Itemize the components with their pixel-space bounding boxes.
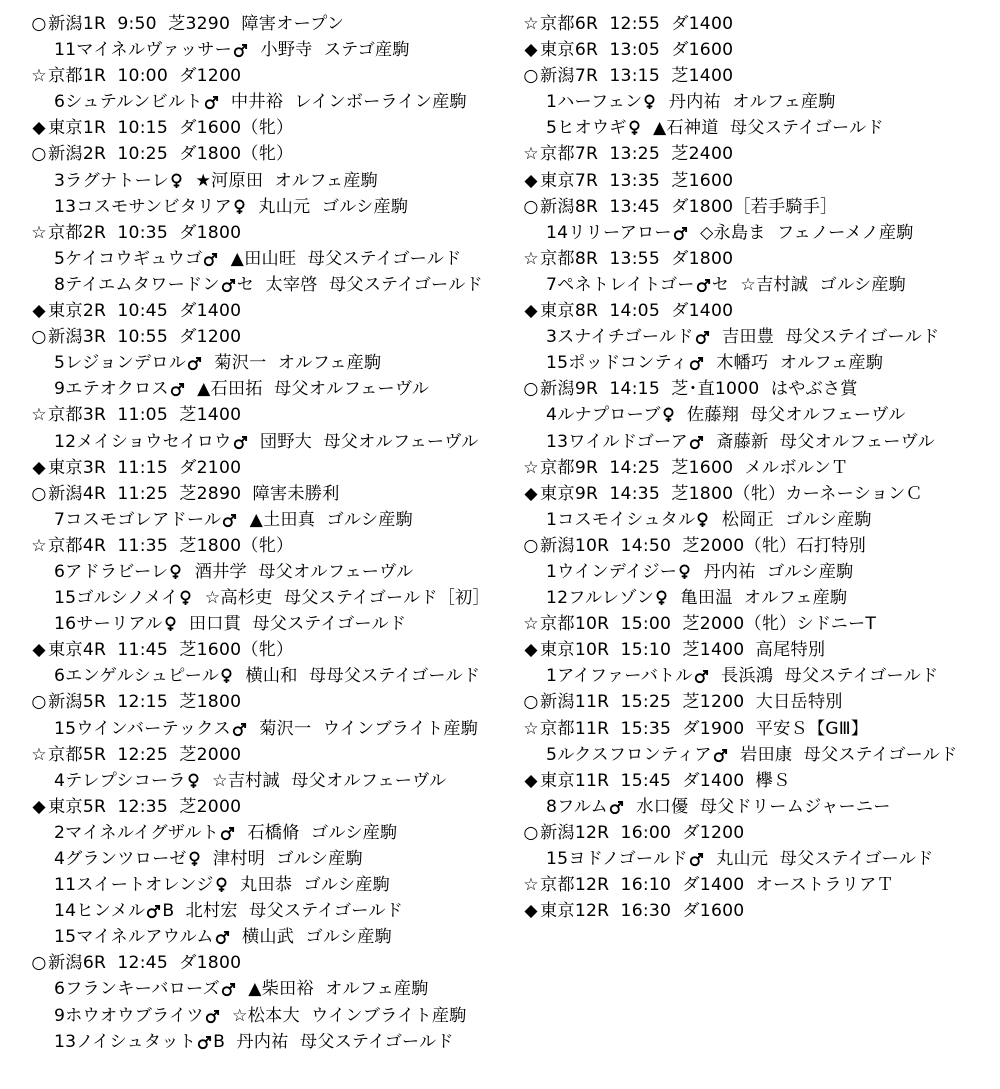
horse-name: 1ハーフェン [546, 92, 643, 113]
venue-symbol: ○ [523, 822, 539, 843]
race-info: 京都7R 13:25 芝2400 [540, 144, 734, 165]
race-info: 京都11R 15:35 ダ1900 平安Ｓ【GⅢ】 [540, 718, 869, 739]
horse-entry [522, 794, 992, 820]
venue-symbol: ☆ [523, 144, 539, 165]
female-symbol-icon [188, 851, 201, 867]
race-info: 京都3R 11:05 芝1400 [48, 405, 242, 426]
horse-entry [30, 376, 500, 402]
horse-entry [522, 585, 992, 611]
male-symbol-icon [197, 1035, 212, 1050]
horse-entry [30, 1003, 500, 1029]
female-symbol-icon [169, 564, 182, 580]
male-symbol-icon [233, 43, 248, 58]
race-info: 新潟3R 10:55 ダ1200 [48, 327, 242, 348]
venue-symbol: ◆ [524, 170, 538, 191]
horse-entry [30, 37, 500, 63]
race-header [30, 794, 500, 820]
horse-name: 4テレプシコーラ [54, 770, 186, 791]
horse-name: 15ウインバーテックス [54, 718, 231, 739]
horse-name: 8テイエムタワードン [54, 274, 220, 295]
venue-symbol: ☆ [31, 66, 47, 87]
race-info: 京都5R 12:25 芝2000 [48, 744, 242, 765]
female-symbol-icon [678, 564, 691, 580]
race-header [30, 637, 500, 663]
horse-details: ◇永島ま フェノーメノ産駒 [688, 222, 914, 243]
race-header [30, 324, 500, 350]
horse-entry [30, 168, 500, 194]
race-header [522, 768, 992, 794]
horse-details: 酒井学 母父オルフェーヴル [183, 561, 414, 582]
venue-symbol: ◆ [524, 483, 538, 504]
horse-entry [30, 89, 500, 115]
right-column [522, 11, 992, 924]
male-symbol-icon [205, 1009, 220, 1024]
male-symbol-icon [187, 356, 202, 371]
horse-name: 4ルナプローブ [546, 405, 661, 426]
race-info: 京都4R 11:35 芝1800（牝） [48, 535, 294, 556]
horse-name: 14ヒンメル [54, 901, 146, 922]
female-symbol-icon [655, 590, 668, 606]
horse-details: 津村明 ゴルシ産駒 [201, 849, 363, 869]
horse-entry [522, 350, 992, 376]
horse-details: 丸山元 ゴルシ産駒 [246, 196, 409, 217]
race-info: 新潟5R 12:15 芝1800 [48, 692, 242, 713]
female-symbol-icon [220, 668, 233, 684]
horse-name: 13ノイシュタット [54, 1031, 197, 1052]
horse-name: 5ヒオウギ [546, 118, 627, 139]
horse-name: 12フルレゾン [546, 588, 655, 609]
horse-name: 2マイネルイグザルト [54, 822, 220, 843]
female-symbol-icon [696, 512, 709, 528]
female-symbol-icon [164, 616, 177, 632]
horse-details: 丹内祐 ゴルシ産駒 [692, 561, 854, 582]
race-header [522, 533, 992, 559]
horse-details: 菊沢一 ウインブライト産駒 [247, 718, 479, 739]
horse-name: 1コスモイシュタル [546, 509, 696, 530]
venue-symbol: ◆ [524, 640, 538, 661]
race-header [522, 11, 992, 37]
race-header [30, 141, 500, 167]
race-header [522, 872, 992, 898]
male-symbol-icon [220, 826, 235, 841]
venue-symbol: ☆ [523, 14, 539, 34]
horse-entry [522, 272, 992, 298]
horse-name: 15ゴルシノメイ [54, 588, 179, 609]
venue-symbol: ☆ [523, 875, 539, 896]
male-symbol-icon [222, 513, 237, 528]
venue-symbol: ○ [31, 327, 47, 348]
horse-name: 9エテオクロス [54, 379, 169, 400]
race-header [522, 898, 992, 924]
horse-details: 田口貫 母父ステイゴールド [177, 614, 407, 635]
race-header [30, 689, 500, 715]
male-symbol-icon [204, 95, 219, 110]
venue-symbol: ○ [523, 535, 539, 556]
race-info: 京都8R 13:55 ダ1800 [540, 248, 734, 269]
race-info: 東京2R 10:45 ダ1400 [48, 301, 242, 322]
horse-entry [30, 559, 500, 585]
horse-entry [522, 742, 992, 768]
race-header [522, 637, 992, 663]
horse-details: 丹内祐 オルフェ産駒 [657, 92, 836, 113]
race-header [30, 63, 500, 89]
race-info: 新潟10R 14:50 芝2000（牝）石打特別 [540, 535, 867, 556]
race-header [522, 298, 992, 324]
horse-details: ★河原田 オルフェ産駒 [184, 170, 379, 191]
horse-details: ▲石田拓 母父オルフェーヴル [185, 379, 430, 400]
race-header [522, 376, 992, 402]
male-symbol-icon [673, 226, 688, 241]
venue-symbol: ☆ [523, 457, 539, 478]
race-header [30, 481, 500, 507]
venue-symbol: ○ [523, 379, 539, 400]
venue-symbol: ○ [31, 14, 47, 34]
horse-entry [522, 507, 992, 533]
horse-details: 丸田恭 ゴルシ産駒 [228, 875, 390, 896]
horse-name: 16サーリアル [54, 614, 163, 635]
venue-symbol: ○ [31, 692, 47, 713]
race-header [522, 246, 992, 272]
horse-name: 9ホウオウブライツ [54, 1005, 204, 1026]
race-info: 東京4R 11:45 芝1600（牝） [48, 640, 294, 661]
male-symbol-icon [233, 435, 248, 450]
horse-details: ▲柴田裕 オルフェ産駒 [236, 979, 429, 1000]
horse-entry [30, 768, 500, 794]
female-symbol-icon [187, 773, 200, 789]
venue-symbol: ○ [31, 483, 47, 504]
horse-name: 15マイネルアウルム [54, 927, 214, 948]
male-symbol-icon [609, 800, 624, 815]
horse-name: 3ラグナトーレ [54, 170, 170, 191]
horse-details: 長浜鴻 母父ステイゴールド [709, 666, 939, 687]
race-info: 京都6R 12:55 ダ1400 [540, 14, 734, 34]
venue-symbol: ◆ [524, 770, 538, 791]
venue-symbol: ◆ [524, 901, 538, 922]
race-info: 東京5R 12:35 芝2000 [48, 796, 242, 817]
horse-details: セ 太宰啓 母父ステイゴールド [236, 274, 483, 295]
horse-details: 佐藤翔 母父オルフェーヴル [675, 405, 906, 426]
horse-name: 1ウインデイジー [546, 561, 678, 582]
female-symbol-icon [179, 590, 192, 606]
horse-name: 5ケイコウギュウゴ [54, 248, 203, 269]
race-header [522, 820, 992, 846]
race-info: 新潟12R 16:00 ダ1200 [540, 822, 745, 843]
venue-symbol: ☆ [523, 248, 539, 269]
male-symbol-icon [232, 722, 247, 737]
race-info: 新潟2R 10:25 ダ1800（牝） [48, 144, 294, 165]
horse-details: ☆吉村誠 母父オルフェーヴル [200, 770, 447, 791]
male-symbol-icon [695, 330, 710, 345]
horse-entry [30, 194, 500, 220]
race-header [522, 168, 992, 194]
race-info: 新潟9R 14:15 芝･直1000 はやぶさ賞 [540, 379, 858, 400]
venue-symbol: ○ [31, 144, 47, 165]
female-symbol-icon [643, 94, 656, 110]
venue-symbol: ◆ [32, 640, 46, 661]
race-info: 京都12R 16:10 ダ1400 オーストラリアＴ [540, 875, 894, 896]
horse-entry [522, 220, 992, 246]
race-info: 東京9R 14:35 芝1800（牝）カーネーションＣ [540, 483, 923, 504]
male-symbol-icon [215, 930, 230, 945]
horse-entry [30, 350, 500, 376]
horse-details: 吉田豊 母父ステイゴールド [710, 327, 940, 348]
race-info: 新潟1R 9:50 芝3290 障害オープン [48, 14, 345, 34]
venue-symbol: ○ [523, 66, 539, 87]
horse-name: 5ルクスフロンティア [546, 744, 712, 765]
race-info: 東京12R 16:30 ダ1600 [540, 901, 745, 922]
horse-name: 7コスモゴレアドール [54, 509, 222, 530]
race-header [30, 11, 500, 37]
race-info: 新潟6R 12:45 ダ1800 [48, 953, 242, 974]
horse-entry [30, 1029, 500, 1055]
race-header [522, 141, 992, 167]
horse-name: 13ワイルドゴーア [546, 431, 688, 452]
horse-details: 木幡巧 オルフェ産駒 [704, 353, 884, 374]
race-header [30, 455, 500, 481]
race-header [522, 481, 992, 507]
race-info: 京都2R 10:35 ダ1800 [48, 222, 242, 243]
horse-entry [522, 115, 992, 141]
race-header [30, 298, 500, 324]
male-symbol-icon [689, 356, 704, 371]
horse-name: 6アドラビーレ [54, 561, 169, 582]
race-info: 東京6R 13:05 ダ1600 [540, 40, 734, 61]
venue-symbol: ◆ [524, 40, 538, 61]
male-symbol-icon [713, 748, 728, 763]
female-symbol-icon [662, 407, 675, 423]
horse-details: 松岡正 ゴルシ産駒 [710, 509, 872, 530]
race-info: 京都1R 10:00 ダ1200 [48, 66, 242, 87]
race-info: 京都10R 15:00 芝2000（牝）シドニーT [540, 614, 877, 635]
male-symbol-icon [689, 435, 704, 450]
venue-symbol: ◆ [32, 301, 46, 322]
race-header [522, 689, 992, 715]
horse-details: 斎藤新 母父オルフェーヴル [704, 431, 935, 452]
venue-symbol: ☆ [31, 744, 47, 765]
race-header [522, 37, 992, 63]
race-header [30, 950, 500, 976]
horse-entry [30, 429, 500, 455]
race-info: 東京8R 14:05 ダ1400 [540, 301, 734, 322]
male-symbol-icon [221, 982, 236, 997]
horse-name: 14リリーアロー [546, 222, 672, 243]
female-symbol-icon [215, 877, 228, 893]
horse-entry [30, 898, 500, 924]
venue-symbol: ◆ [524, 301, 538, 322]
horse-entry [522, 402, 992, 428]
female-symbol-icon [233, 199, 246, 215]
venue-symbol: ☆ [31, 222, 47, 243]
horse-details: 水口優 母父ドリームジャーニー [624, 796, 891, 817]
horse-name: 13コスモサンビタリア [54, 196, 232, 217]
horse-name: 8フルム [546, 796, 608, 817]
race-info: 京都9R 14:25 芝1600 メルボルンＴ [540, 457, 849, 478]
horse-name: 3スナイチゴールド [546, 327, 694, 348]
horse-entry [30, 507, 500, 533]
horse-entry [522, 559, 992, 585]
race-header [30, 115, 500, 141]
venue-symbol: ○ [31, 953, 47, 974]
horse-entry [30, 924, 500, 950]
venue-symbol: ○ [523, 692, 539, 713]
horse-details: 菊沢一 オルフェ産駒 [203, 353, 382, 374]
race-header [30, 220, 500, 246]
female-symbol-icon [628, 120, 641, 136]
horse-entry [30, 246, 500, 272]
horse-entry [522, 89, 992, 115]
horse-details: 中井裕 レインボーライン産駒 [219, 92, 467, 113]
venue-symbol: ◆ [32, 457, 46, 478]
horse-name: 11スイートオレンジ [54, 875, 214, 896]
race-info: 新潟4R 11:25 芝2890 障害未勝利 [48, 483, 340, 504]
horse-name: 7ペネトレイトゴー [546, 274, 695, 295]
horse-details: 岩田康 母父ステイゴールド [728, 744, 958, 765]
horse-details: 横山和 母母父ステイゴールド [234, 666, 481, 687]
horse-details: 亀田温 オルフェ産駒 [669, 588, 848, 609]
horse-details: ☆高杉吏 母父ステイゴールド［初］ [193, 588, 490, 609]
horse-entry [522, 663, 992, 689]
horse-name: 12メイショウセイロウ [54, 431, 232, 452]
venue-symbol: ☆ [31, 405, 47, 426]
left-column [30, 11, 500, 1055]
race-header [30, 402, 500, 428]
horse-entry [30, 663, 500, 689]
male-symbol-icon [689, 852, 704, 867]
race-info: 東京7R 13:35 芝1600 [540, 170, 734, 191]
race-info: 新潟11R 15:25 芝1200 大日岳特別 [540, 692, 843, 713]
horse-entry [522, 324, 992, 350]
horse-name: 6フランキーバローズ [54, 979, 220, 1000]
horse-name: 15ポッドコンティ [546, 353, 688, 374]
male-symbol-icon [221, 278, 236, 293]
horse-details: B 丹内祐 母父ステイゴールド [213, 1031, 454, 1052]
horse-name: 4グランツローゼ [54, 849, 187, 869]
race-info: 新潟8R 13:45 ダ1800［若手騎手］ [540, 196, 838, 217]
horse-entry [30, 272, 500, 298]
horse-details: ▲土田真 ゴルシ産駒 [238, 509, 414, 530]
race-info: 新潟7R 13:15 芝1400 [540, 66, 734, 87]
horse-name: 5レジョンデロル [54, 353, 187, 374]
race-info: 東京10R 15:10 芝1400 高尾特別 [540, 640, 826, 661]
horse-details: 石橋脩 ゴルシ産駒 [236, 822, 398, 843]
horse-details: 丸山元 母父ステイゴールド [704, 849, 934, 869]
horse-entry [30, 846, 500, 872]
horse-entry [30, 611, 500, 637]
race-header [522, 63, 992, 89]
horse-details: B 北村宏 母父ステイゴールド [162, 901, 404, 922]
horse-entry [30, 976, 500, 1002]
horse-details: セ ☆吉村誠 ゴルシ産駒 [711, 274, 907, 295]
race-header [30, 533, 500, 559]
horse-name: 6シュテルンビルト [54, 92, 203, 113]
horse-details: 横山武 ゴルシ産駒 [230, 927, 392, 948]
male-symbol-icon [694, 669, 709, 684]
horse-name: 15ヨドノゴールド [546, 849, 688, 869]
race-header [522, 455, 992, 481]
horse-details: 団野大 母父オルフェーヴル [248, 431, 479, 452]
venue-symbol: ○ [523, 196, 539, 217]
male-symbol-icon [696, 278, 711, 293]
horse-details: 小野寺 ステゴ産駒 [249, 40, 410, 61]
horse-details: ▲石神道 母父ステイゴールド [641, 118, 884, 139]
horse-details: ▲田山旺 母父ステイゴールド [219, 248, 462, 269]
horse-entry [30, 716, 500, 742]
horse-entry [30, 585, 500, 611]
horse-name: 11マイネルヴァッサー [54, 40, 233, 61]
venue-symbol: ◆ [32, 796, 46, 817]
race-header [522, 611, 992, 637]
horse-entry [30, 820, 500, 846]
male-symbol-icon [170, 382, 185, 397]
venue-symbol: ☆ [523, 718, 539, 739]
horse-entry [522, 846, 992, 872]
male-symbol-icon [203, 252, 218, 267]
horse-details: ☆松本大 ウインブライト産駒 [220, 1005, 467, 1026]
race-info: 東京11R 15:45 ダ1400 欅Ｓ [540, 770, 791, 791]
race-info: 東京1R 10:15 ダ1600（牝） [48, 118, 294, 139]
venue-symbol: ☆ [523, 614, 539, 635]
race-info: 東京3R 11:15 ダ2100 [48, 457, 242, 478]
horse-name: 6エンゲルシュピール [54, 666, 220, 687]
venue-symbol: ◆ [32, 118, 46, 139]
race-header [522, 194, 992, 220]
race-header [30, 742, 500, 768]
horse-entry [30, 872, 500, 898]
female-symbol-icon [170, 173, 183, 189]
horse-entry [522, 429, 992, 455]
race-header [522, 716, 992, 742]
horse-name: 1アイファーバトル [546, 666, 693, 687]
male-symbol-icon [146, 904, 161, 919]
venue-symbol: ☆ [31, 535, 47, 556]
